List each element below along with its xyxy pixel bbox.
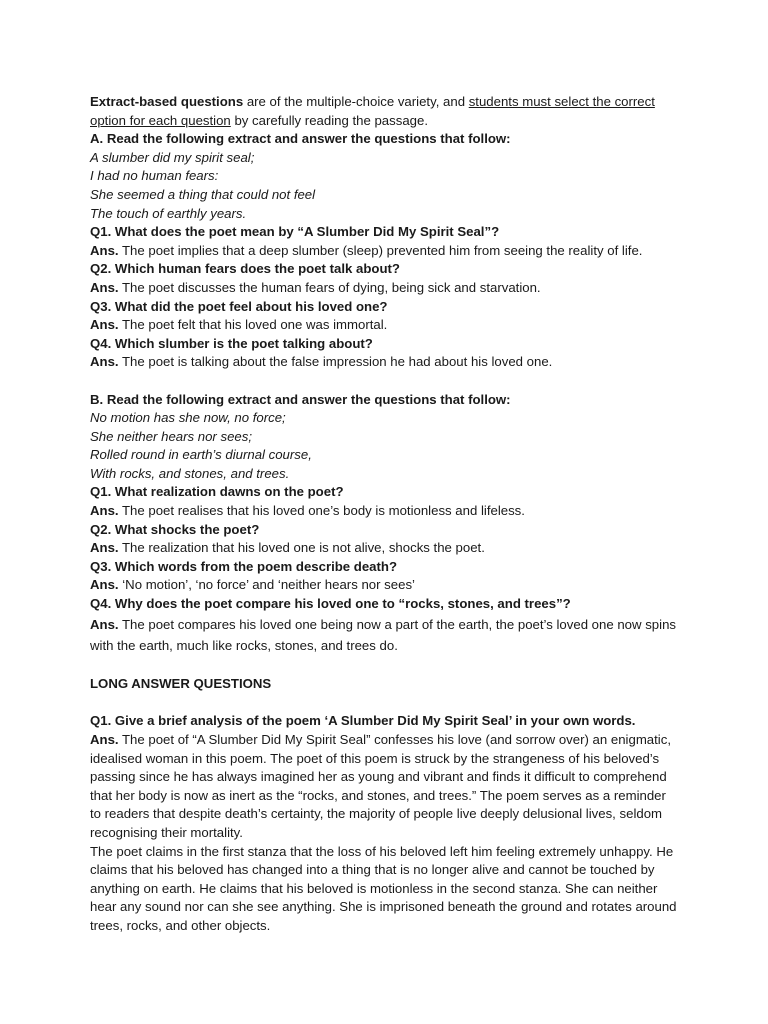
answer-label: Ans. <box>90 317 119 333</box>
section-b-extract-line: With rocks, and stones, and trees. <box>90 465 290 481</box>
section-a-extract-line: I had no human fears: <box>90 168 219 184</box>
answer-text: The poet discusses the human fears of dying, being sick and starvation. <box>118 279 541 295</box>
section-b-extract-line: Rolled round in earth’s diurnal course, <box>90 447 312 463</box>
answer-text: The poet implies that a deep slumber (sleep) prevented him from seeing the reality of life. <box>118 242 643 258</box>
answer-text: The poet realises that his loved one’s body is motionless and lifeless. <box>118 503 525 519</box>
section-b-answer <box>90 502 680 521</box>
answer-label: Ans. <box>90 354 119 370</box>
section-b-question: Q4. Why does the poet compare his loved one to “rocks, stones, and trees”? <box>90 596 571 612</box>
section-b-extract-line: No motion has she now, no force; <box>90 410 286 426</box>
section-a-answer <box>90 353 680 372</box>
section-b-answer <box>90 614 680 657</box>
section-a-extract-line: She seemed a thing that could not feel <box>90 186 316 202</box>
answer-label: Ans. <box>90 503 119 519</box>
section-a-answer <box>90 279 680 298</box>
section-b-extract-line: She neither hears nor sees; <box>90 428 253 444</box>
document-body <box>90 93 680 936</box>
section-a-question: Q2. Which human fears does the poet talk about? <box>90 261 400 277</box>
intro-mid: are of the multiple-choice variety, and <box>243 94 469 109</box>
section-a-extract-line: The touch of earthly years. <box>90 205 247 221</box>
answer-label: Ans. <box>90 732 119 747</box>
answer-text: The realization that his loved one is not alive, shocks the poet. <box>118 540 485 556</box>
intro-underlined: students must select the correct option for each question <box>90 94 655 128</box>
answer-text: The poet felt that his loved one was immortal. <box>118 317 388 333</box>
answer-label: Ans. <box>90 279 119 295</box>
answer-label: Ans. <box>90 577 119 593</box>
section-a-answer <box>90 316 680 335</box>
answer-text: The poet of “A Slumber Did My Spirit Seal” confesses his love (and sorrow over) an enigmatic, idealised woman in this poem. The poet of this poem is struck by the strangeness of his beloved’s passing since he has always imagined her as young and vibrant and finds it difficult to comprehend that her body is now as inert as the “rocks, and stones, and trees.” The poem serves as a reminder to readers that despite death’s certainty, the majority of people live deeply delusional lives, seldom recognising their mortality. <box>90 732 671 840</box>
section-b-question: Q2. What shocks the poet? <box>90 521 260 537</box>
intro-paragraph <box>90 93 680 130</box>
long-answer-paragraph: The poet claims in the first stanza that the loss of his beloved left him feeling extremely unhappy. He claims that his beloved has changed into a thing that is no longer alive and cannot be touched by anything on earth. He claims that his beloved is motionless in the second stanza. She can neither hear any sound nor can she see anything. She is imprisoned beneath the ground and rotates around trees, rocks, and other objects. <box>90 843 677 933</box>
intro-tail: by carefully reading the passage. <box>230 112 428 128</box>
long-answer-paragraph <box>90 731 680 843</box>
section-b-question: Q3. Which words from the poem describe death? <box>90 558 398 574</box>
section-a-answer <box>90 242 680 261</box>
answer-label: Ans. <box>90 540 119 556</box>
long-answer-heading: LONG ANSWER QUESTIONS <box>90 676 272 692</box>
intro-lead: Extract-based questions <box>90 94 244 109</box>
section-b-answer <box>90 539 680 558</box>
section-a-question: Q1. What does the poet mean by “A Slumber Did My Spirit Seal”? <box>90 224 500 240</box>
long-answer-question: Q1. Give a brief analysis of the poem ‘A Slumber Did My Spirit Seal’ in your own words. <box>90 713 636 729</box>
section-a-extract-line: A slumber did my spirit seal; <box>90 149 255 165</box>
answer-label: Ans. <box>90 616 119 632</box>
answer-label: Ans. <box>90 242 119 258</box>
answer-text: The poet is talking about the false impression he had about his loved one. <box>118 354 553 370</box>
section-a-question: Q3. What did the poet feel about his loved one? <box>90 298 388 314</box>
spacer <box>90 657 680 676</box>
answer-text: ‘No motion’, ‘no force’ and ‘neither hears nor sees’ <box>118 577 415 593</box>
section-a-heading: A. Read the following extract and answer the questions that follow: <box>90 131 511 147</box>
spacer <box>90 694 680 713</box>
spacer <box>90 372 680 391</box>
answer-text: The poet compares his loved one being now a part of the earth, the poet’s loved one now spins with the earth, much like rocks, stones, and trees do. <box>90 616 676 654</box>
section-a-question: Q4. Which slumber is the poet talking about? <box>90 335 373 351</box>
section-b-heading: B. Read the following extract and answer the questions that follow: <box>90 391 511 407</box>
section-b-answer <box>90 576 680 595</box>
section-b-question: Q1. What realization dawns on the poet? <box>90 484 344 500</box>
